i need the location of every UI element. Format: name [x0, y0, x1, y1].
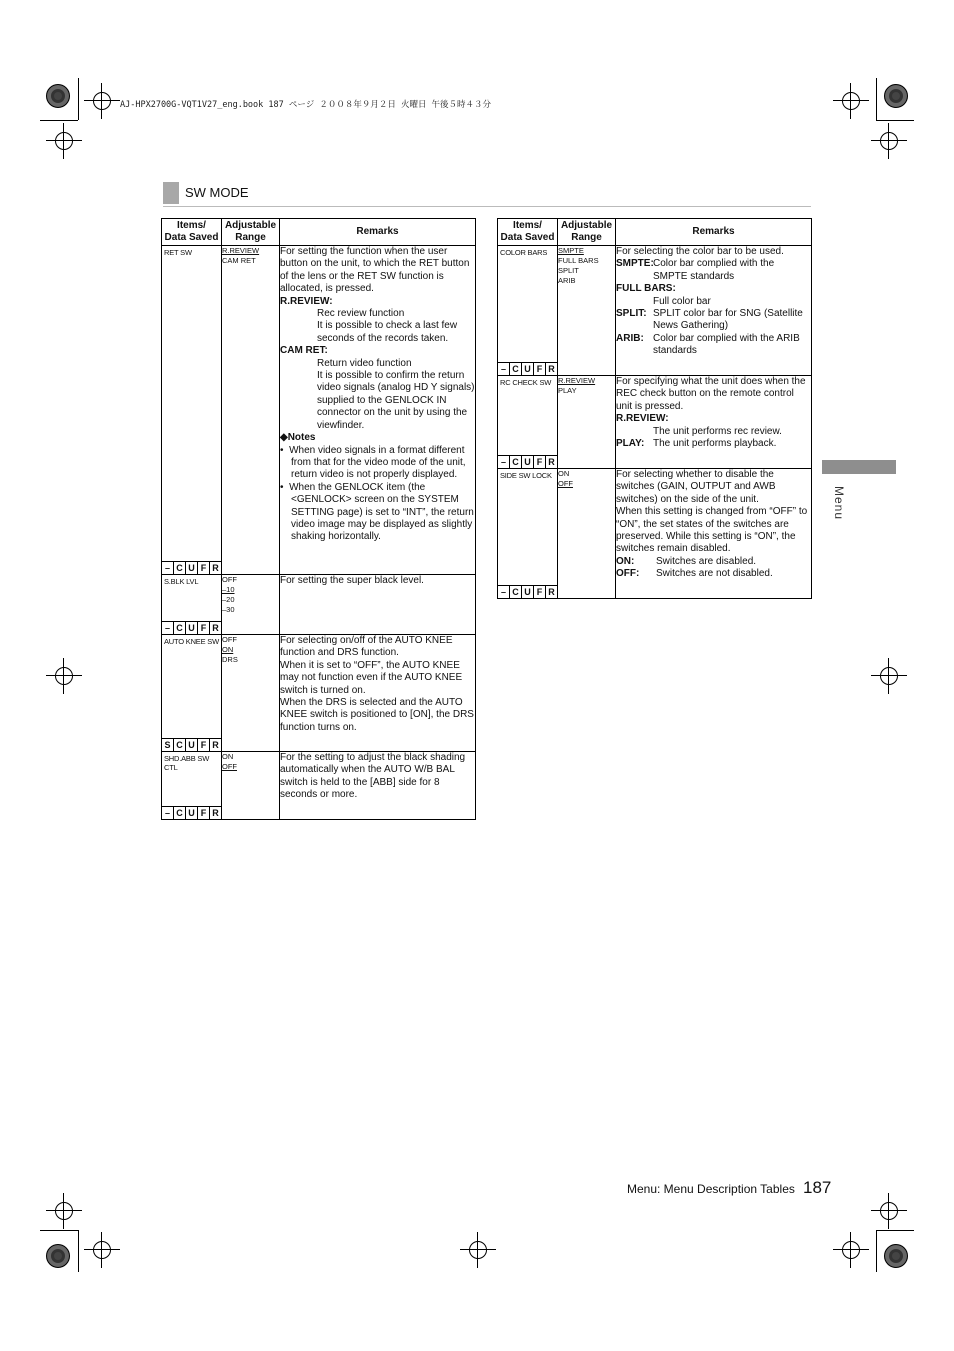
crosshair-icon	[55, 132, 73, 150]
data-saved-flags: S C U F R	[162, 738, 222, 751]
data-saved-flags: – C U F R	[498, 362, 558, 375]
adjustable-range: R.REVIEW PLAY	[558, 376, 616, 469]
remarks: For selecting the color bar to be used. SMPTE: Color bar complied with the SMPTE standards FULL BARS: Full color bar SPLIT: SPLIT color bar for SNG (Satellite News Gathering) ARIB: Color bar complied with the ARIB standards	[616, 246, 812, 376]
crosshair-icon	[880, 132, 898, 150]
registration-disc-icon	[46, 1244, 70, 1268]
crosshair-icon	[55, 667, 73, 685]
notes-heading: ◆Notes	[280, 432, 316, 444]
data-saved-flags: – C U F R	[498, 455, 558, 468]
crop-mark	[78, 1230, 79, 1272]
section-title: SW MODE	[185, 185, 249, 200]
table-row	[498, 246, 812, 376]
adjustable-range: OFF ON DRS	[222, 635, 280, 752]
crosshair-icon	[880, 1202, 898, 1220]
item-name: SHD.ABB SW CTL	[164, 754, 210, 772]
left-menu-table	[161, 218, 476, 820]
remarks: For setting the function when the user button on the unit, to which the RET button of the lens or the RET SW function is allocated, is pressed. R.REVIEW: Rec review function It is possible to check a last few seconds of the records taken. CAM RET: Return video function It is possible to confirm the return video signals (analog HD Y signals) supplied to the GENLOCK IN connector on the unit by using the viewfinder. ◆Notes • When video signals in a format different from that for the video mode of the unit, return video is not properly displayed. • When the GENLOCK item (the <GENLOCK> screen on the SYSTEM SETTING page) is set to “INT”, the return video image may be displayed as slightly shaking horizontally.	[280, 246, 476, 575]
crosshair-icon	[93, 1241, 111, 1259]
item-name: S.BLK LVL	[164, 577, 199, 586]
table-row	[498, 469, 812, 599]
registration-disc-icon	[884, 1244, 908, 1268]
crop-mark	[876, 120, 914, 121]
side-tab-marker	[822, 460, 896, 474]
page-number: 187	[803, 1178, 832, 1197]
crosshair-icon	[880, 667, 898, 685]
crosshair-icon	[842, 92, 860, 110]
crop-mark	[40, 120, 78, 121]
crop-mark	[876, 78, 877, 120]
adjustable-range: SMPTE FULL BARS SPLIT ARIB	[558, 246, 616, 376]
item-name: RC CHECK SW	[500, 378, 552, 387]
header-remarks: Remarks	[616, 219, 812, 246]
header-range: Adjustable Range	[558, 219, 616, 246]
remarks: For the setting to adjust the black shading automatically when the AUTO W/B BAL switch is held to the [ABB] side for 8 seconds or more.	[280, 752, 476, 820]
adjustable-range: ON OFF	[558, 469, 616, 599]
crop-mark	[876, 1230, 877, 1272]
crop-mark	[40, 1230, 78, 1231]
remarks: For selecting on/off of the AUTO KNEE function and DRS function. When it is set to “OFF”, the AUTO KNEE may not function even if the AUTO KNEE switch is turned on. When the DRS is selected and the AUTO KNEE switch is positioned to [ON], the DRS function turns on.	[280, 635, 476, 752]
crosshair-icon	[55, 1202, 73, 1220]
data-saved-flags: – C U F R	[162, 621, 222, 634]
remarks: For selecting whether to disable the switches (GAIN, OUTPUT and AWB switches) on the side of the unit. When this setting is changed from “OFF” to “ON”, the set states of the switches are preserved. While this setting is “ON”, the switches remain disabled. ON: Switches are disabled. OFF: Switches are not disabled.	[616, 469, 812, 599]
crop-mark	[876, 1230, 914, 1231]
remarks: For specifying what the unit does when the REC check button on the remote control unit is pressed. R.REVIEW: The unit performs rec review. PLAY: The unit performs playback.	[616, 376, 812, 469]
table-row	[498, 376, 812, 469]
table-row	[162, 752, 476, 820]
crosshair-icon	[842, 1241, 860, 1259]
header-remarks: Remarks	[280, 219, 476, 246]
right-menu-table	[497, 218, 812, 599]
adjustable-range: R.REVIEW CAM RET	[222, 246, 280, 575]
crosshair-icon	[469, 1241, 487, 1259]
crosshair-icon	[93, 92, 111, 110]
item-name: RET SW	[164, 248, 192, 257]
crop-mark	[78, 78, 79, 120]
header-range: Adjustable Range	[222, 219, 280, 246]
table-row	[162, 246, 476, 575]
header-items: Items/ Data Saved	[162, 219, 222, 246]
item-name: AUTO KNEE SW	[164, 637, 219, 646]
footer-text: Menu: Menu Description Tables	[627, 1182, 795, 1196]
data-saved-flags: – C U F R	[162, 561, 222, 574]
adjustable-range: ON OFF	[222, 752, 280, 820]
item-name: COLOR BARS	[500, 248, 548, 257]
data-saved-flags: – C U F R	[498, 585, 558, 598]
print-header: AJ-HPX2700G-VQT1V27_eng.book 187 ページ ２００８年９月２日 火曜日 午後５時４３分	[120, 100, 492, 110]
table-row	[162, 575, 476, 635]
remarks: For setting the super black level.	[280, 575, 476, 635]
adjustable-range: OFF –10 –20 –30	[222, 575, 280, 635]
item-name: SIDE SW LOCK	[500, 471, 552, 480]
section-marker	[163, 182, 179, 204]
table-row	[162, 635, 476, 752]
section-rule	[163, 206, 811, 207]
registration-disc-icon	[884, 84, 908, 108]
registration-disc-icon	[46, 84, 70, 108]
header-items: Items/ Data Saved	[498, 219, 558, 246]
side-tab-label: Menu	[832, 486, 846, 521]
data-saved-flags: – C U F R	[162, 806, 222, 819]
